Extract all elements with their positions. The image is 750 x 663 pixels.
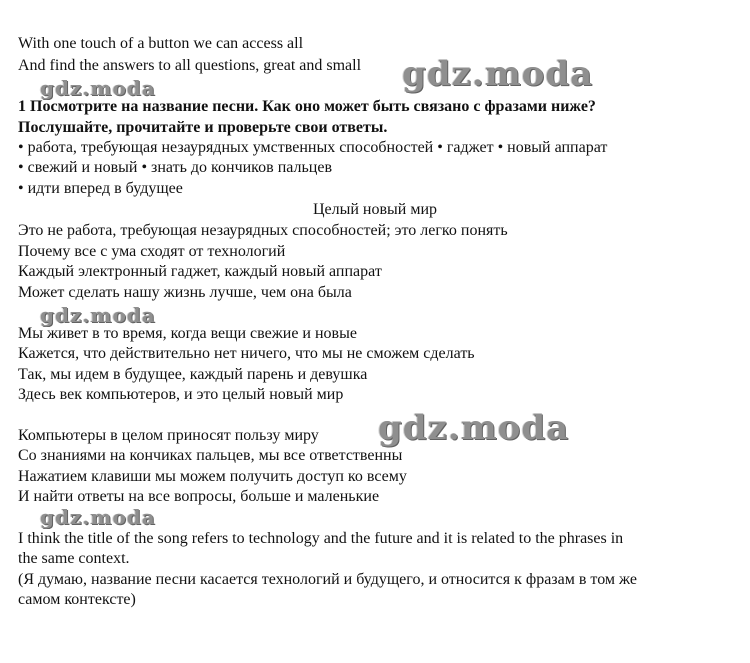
verse2-line-1: Мы живет в то время, когда вещи свежие и новые (18, 325, 357, 342)
watermark-logo: gdz.moda (40, 303, 156, 327)
song-title: Целый новый мир (312, 201, 438, 218)
verse2-line-2: Кажется, что действительно нет ничего, что мы не сможем сделать (18, 345, 475, 362)
verse2-line-3: Так, мы идем в будущее, каждый парень и девушка (18, 366, 368, 383)
watermark-logo: gdz.moda (40, 76, 156, 100)
phrase-line-1: • работа, требующая незаурядных умственных способностей • гаджет • новый аппарат (18, 139, 608, 156)
watermark-logo: gdz.moda (378, 408, 570, 448)
verse1-line-4: Может сделать нашу жизнь лучше, чем она была (18, 284, 352, 301)
task-heading-line-2: Послушайте, прочитайте и проверьте свои ответы. (18, 119, 388, 136)
verse1-line-3: Каждый электронный гаджет, каждый новый аппарат (18, 263, 382, 280)
phrase-line-2: • свежий и новый • знать до кончиков пальцев (18, 159, 332, 176)
verse3-line-1: Компьютеры в целом приносят пользу миру (18, 427, 319, 444)
answer-english-line-1: I think the title of the song refers to technology and the future and it is related to the phrases in (18, 530, 624, 547)
intro-line-1: With one touch of a button we can access all (18, 35, 304, 52)
answer-russian-line-2: самом контексте) (18, 591, 136, 608)
verse2-line-4: Здесь век компьютеров, и это целый новый мир (18, 386, 344, 403)
watermark-logo: gdz.moda (402, 54, 594, 94)
answer-english-line-2: the same context. (18, 550, 130, 567)
verse3-line-3: Нажатием клавиши мы можем получить доступ ко всему (18, 468, 407, 485)
phrase-line-3: • идти вперед в будущее (18, 180, 183, 197)
intro-line-2: And find the answers to all questions, great and small (18, 57, 362, 74)
watermark-logo: gdz.moda (40, 505, 156, 529)
answer-russian-line-1: (Я думаю, название песни касается технологий и будущего, и относится к фразам в том же (18, 571, 637, 588)
verse1-line-1: Это не работа, требующая незаурядных способностей; это легко понять (18, 222, 508, 239)
task-heading-line-1: 1 Посмотрите на название песни. Как оно может быть связано с фразами ниже? (18, 98, 596, 115)
verse3-line-4: И найти ответы на все вопросы, больше и маленькие (18, 488, 380, 505)
verse1-line-2: Почему все с ума сходят от технологий (18, 243, 286, 260)
verse3-line-2: Со знаниями на кончиках пальцев, мы все ответственны (18, 447, 403, 464)
